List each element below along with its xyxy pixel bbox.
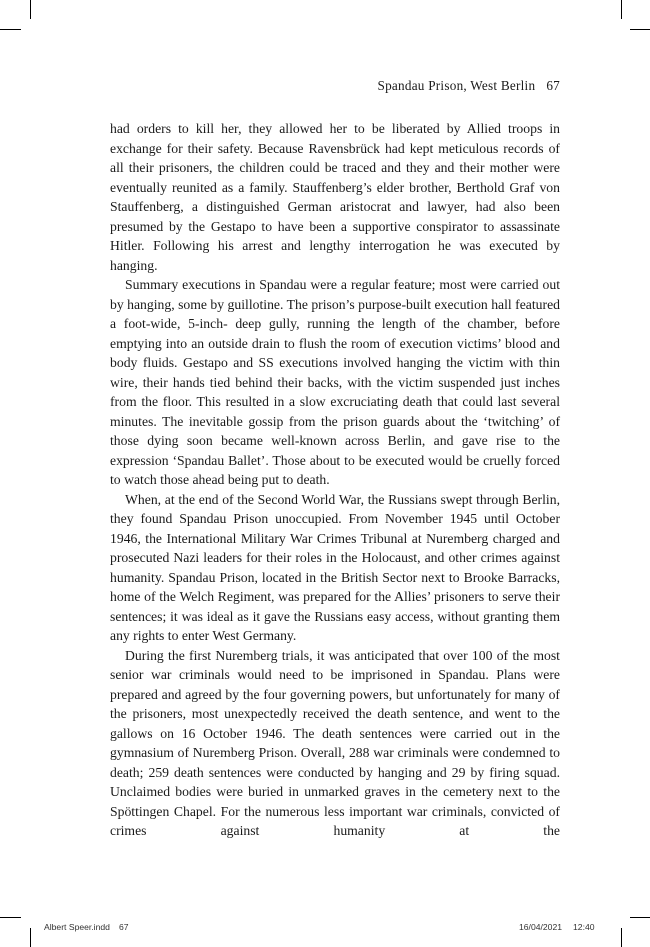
slug-filename: Albert Speer.indd: [44, 922, 110, 932]
body-text: [110, 119, 560, 860]
running-head-title: Spandau Prison, West Berlin: [377, 78, 536, 93]
paragraph: When, at the end of the Second World War, the Russians swept through Berlin, they found Spandau Prison unoccupied. From November 1945 until October 1946, the International Military War Crimes Tribunal at Nuremberg charged and prosecuted Nazi leaders for their roles in the Holocaust, and other crimes against humanity. Spandau Prison, located in the British Sector next to Brooke Barracks, home of the Welch Regiment, was prepared for the Allies’ prisoners to serve their sentences; it was ideal as it gave the Russians easy access, without granting them any rights to enter West Germany.: [110, 491, 560, 643]
slug-line-left: [44, 922, 129, 932]
slug-time: 12:40: [573, 922, 595, 932]
running-head: [110, 78, 560, 94]
paragraph: had orders to kill her, they allowed her to be liberated by Allied troops in exchange for their safety. Because Ravensbrück had kept meticulous records of all their prisoners, the children could be traced and they and their mother were eventually reunited as a family. Stauffenberg’s elder brother, Berthold Graf von Stauffenberg, a distinguished German aristocrat and lawyer, had also been presumed by the Gestapo to have been a supportive conspirator to assassinate Hitler. Following his arrest and lengthy interrogation he was executed by hanging.: [110, 121, 560, 273]
slug-date: 16/04/2021: [519, 922, 563, 932]
slug-page-number: 67: [118, 922, 129, 932]
page-number: 67: [546, 78, 560, 93]
slug-line-right: [519, 922, 595, 932]
paragraph: During the first Nuremberg trials, it was anticipated that over 100 of the most senior war criminals would need to be imprisoned in Spandau. Plans were prepared and agreed by the four governing powers, but unfortunately for many of the prisoners, most unexpectedly received the death sentence, and went to the gallows on 16 October 1946. The death sentences were carried out in the gymnasium of Nuremberg Prison. Overall, 288 war criminals were condemned to death; 259 death sentences were conducted by hanging and 29 by firing squad. Unclaimed bodies were buried in unmarked graves in the cemetery next to the Spöttingen Chapel. For the numerous less important war criminals, convicted of crimes against humanity at the: [110, 647, 560, 838]
paragraph: Summary executions in Spandau were a regular feature; most were carried out by hanging, some by guillotine. The prison’s purpose-built execution hall featured a foot-wide, 5-inch- deep gully, running the length of the chamber, before emptying into an outside drain to flush the room of execution victims’ blood and body fluids. Gestapo and SS executions involved hanging the victim with thin wire, their hands tied behind their backs, with the victim suspended just inches from the floor. This resulted in a slow excruciating death that could last several minutes. The inevitable gossip from the prison guards about the ‘twitching’ of those dying soon became well-known across Berlin, and gave rise to the expression ‘Spandau Ballet’. Those about to be executed would be cruelly forced to watch those ahead being put to death.: [110, 277, 560, 487]
